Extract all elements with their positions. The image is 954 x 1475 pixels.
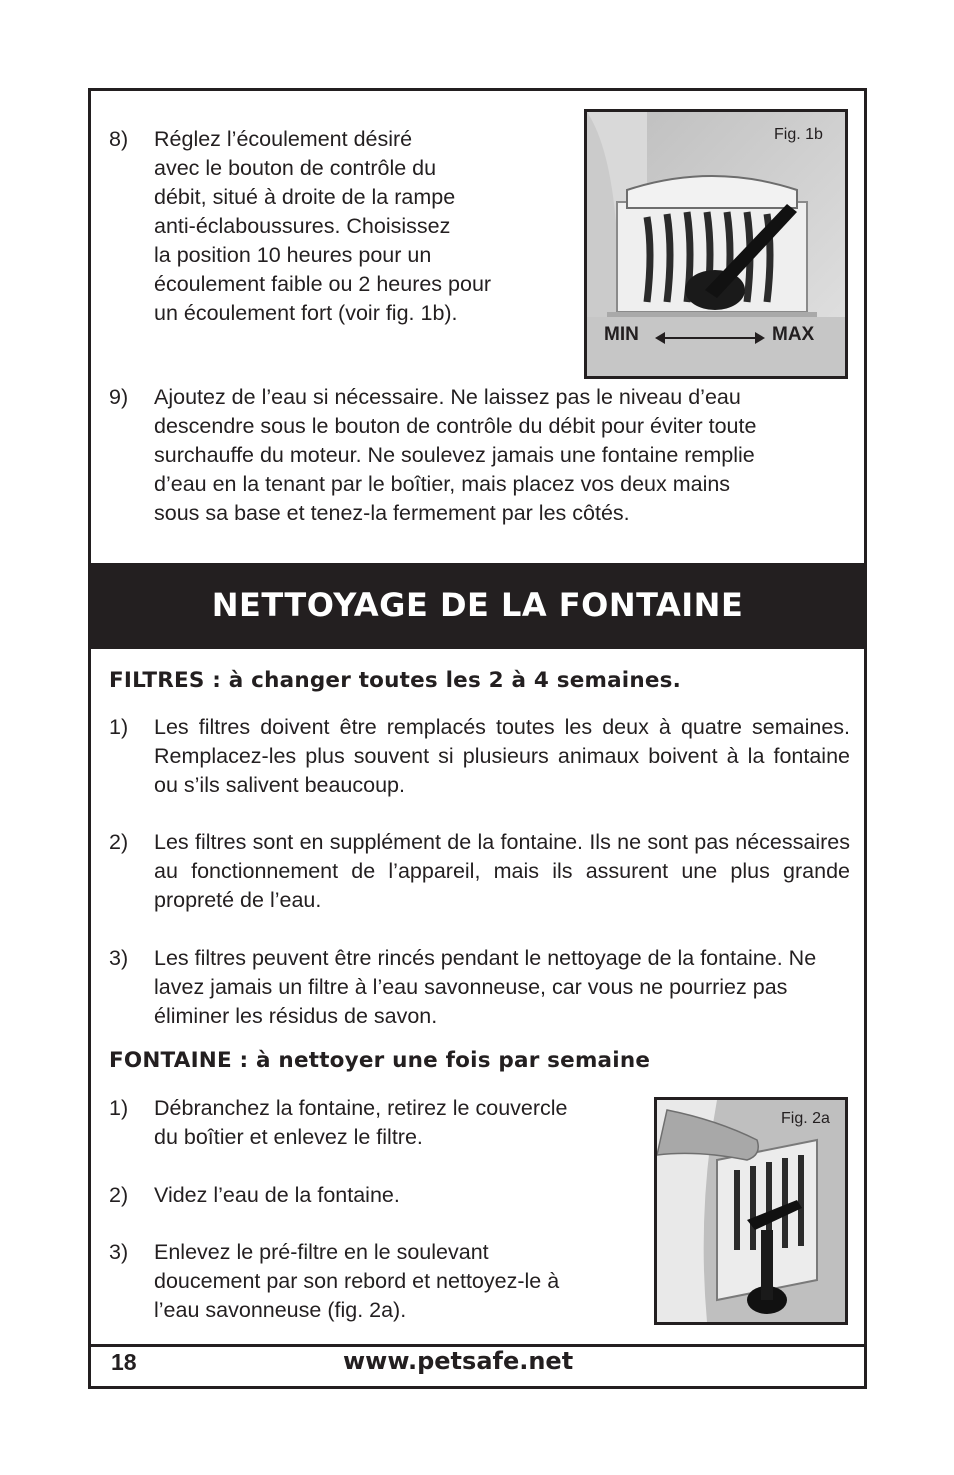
- filter-item-text: Les filtres sont en supplément de la fontaine. Ils ne sont pas nécessaires au fonctionnement de l’appareil, mais ils assurent une plus grande propreté de l’eau.: [154, 830, 850, 912]
- fountain-heading: FONTAINE : à nettoyer une fois par semaine: [109, 1048, 651, 1073]
- section-title: NETTOYAGE DE LA FONTAINE: [211, 586, 744, 624]
- min-max-arrow-icon: [655, 331, 765, 345]
- fountain-item-text: [154, 1181, 400, 1210]
- text-line: Enlevez le pré-filtre en le soulevant: [154, 1240, 489, 1264]
- fig-2a-label: Fig. 2a: [781, 1110, 830, 1127]
- step-number: 2): [109, 830, 129, 854]
- step-number: 1): [109, 1096, 129, 1120]
- step-9: [109, 383, 849, 533]
- text-line: du boîtier et enlevez le filtre.: [154, 1125, 423, 1149]
- step-number: 3): [109, 1240, 129, 1264]
- fig-1b-photo: [584, 109, 848, 379]
- text-line: d’eau en la tenant par le boîtier, mais placez vos deux mains: [154, 472, 731, 496]
- text-line: sous sa base et tenez-la fermement par les côtés.: [154, 501, 630, 525]
- text-line: Débranchez la fontaine, retirez le couvercle: [154, 1096, 568, 1120]
- text-line: descendre sous le bouton de contrôle du débit pour éviter toute: [154, 414, 757, 438]
- text-line: Réglez l’écoulement désiré: [154, 127, 413, 151]
- section-banner: [91, 563, 864, 649]
- filters-heading: FILTRES : à changer toutes les 2 à 4 semaines.: [109, 668, 682, 693]
- text-line: avec le bouton de contrôle du: [154, 156, 437, 180]
- text-line: l’eau savonneuse (fig. 2a).: [154, 1298, 407, 1322]
- website-url: www.petsafe.net: [343, 1347, 574, 1375]
- text-line: un écoulement fort (voir fig. 1b).: [154, 301, 458, 325]
- step-number: 2): [109, 1183, 129, 1207]
- step-8-text: [154, 125, 491, 328]
- text-line: anti-éclaboussures. Choisissez: [154, 214, 451, 238]
- max-label: MAX: [772, 324, 815, 345]
- text-line: surchauffe du moteur. Ne soulevez jamais une fontaine remplie: [154, 443, 755, 467]
- text-line: Videz l’eau de la fontaine.: [154, 1183, 400, 1207]
- step-number: 1): [109, 715, 129, 739]
- fig-2a-photo: [654, 1097, 848, 1325]
- fountain-item-text: [154, 1094, 568, 1152]
- min-label: MIN: [604, 324, 639, 345]
- text-line: doucement par son rebord et nettoyez-le à: [154, 1269, 560, 1293]
- text-line: écoulement faible ou 2 heures pour: [154, 272, 492, 296]
- step-number: 3): [109, 946, 129, 970]
- text-line: la position 10 heures pour un: [154, 243, 432, 267]
- pre-filter-removal-image: [657, 1100, 845, 1322]
- filter-item-text: Les filtres peuvent être rincés pendant le nettoyage de la fontaine. Ne lavez jamais un filtre à l’eau savonneuse, car vous ne pourriez pas éliminer les résidus de savon.: [154, 946, 817, 1028]
- filter-item-text: Les filtres doivent être remplacés toutes les deux à quatre semaines. Remplacez-les plus souvent si plusieurs animaux boivent à la fontaine ou s’ils salivent beaucoup.: [154, 715, 850, 797]
- step-number: 9): [109, 385, 129, 409]
- fountain-item-text: [154, 1238, 559, 1325]
- page-frame: [88, 88, 867, 1389]
- step-number: 8): [109, 127, 129, 151]
- page-number: 18: [111, 1349, 137, 1375]
- fig-1b-label: Fig. 1b: [774, 126, 823, 143]
- text-line: Ajoutez de l’eau si nécessaire. Ne laissez pas le niveau d’eau: [154, 385, 741, 409]
- text-line: débit, situé à droite de la rampe: [154, 185, 456, 209]
- step-8: [109, 125, 569, 335]
- step-9-text: [154, 383, 756, 528]
